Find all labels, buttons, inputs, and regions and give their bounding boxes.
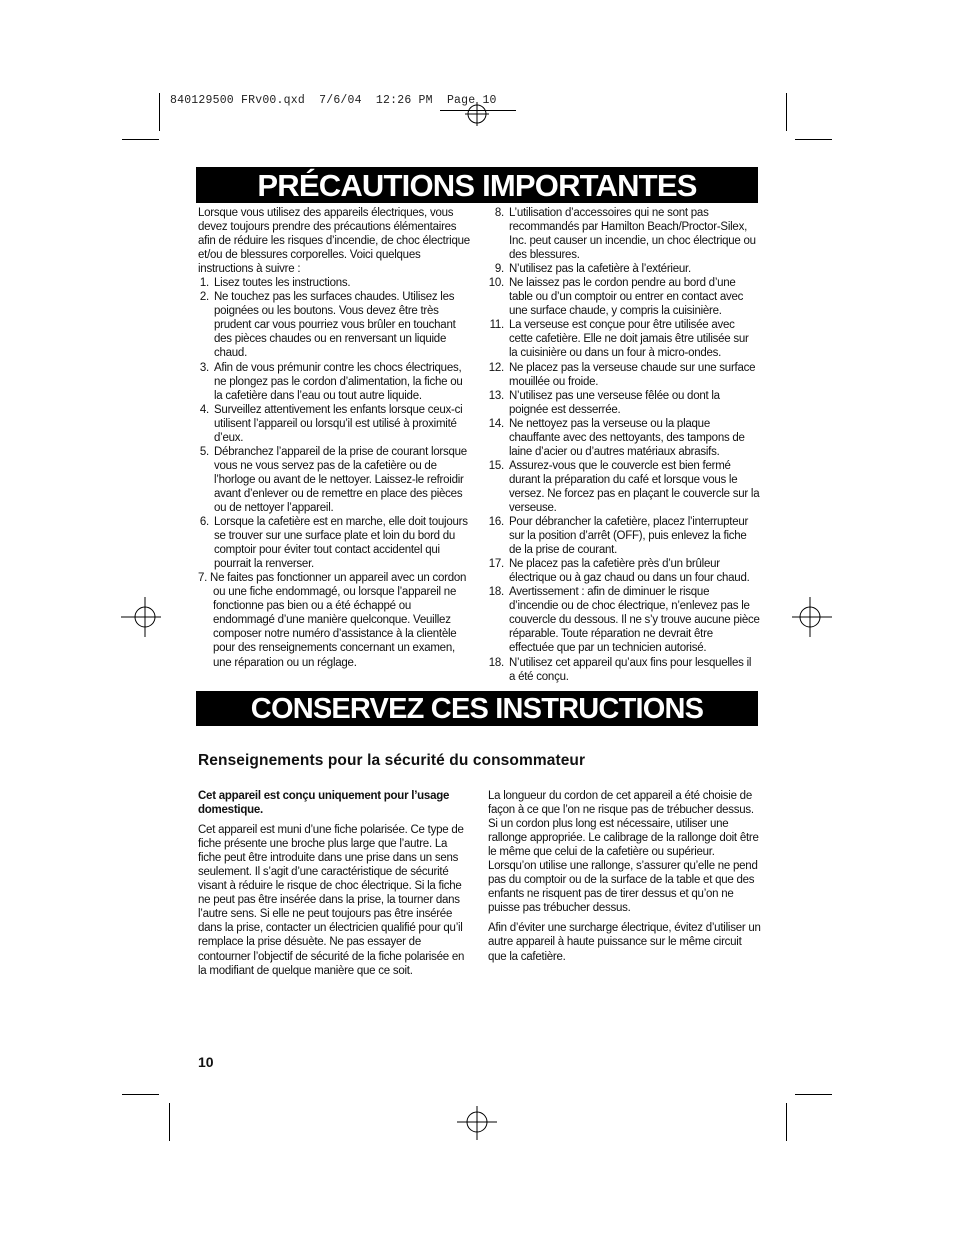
list-item: 1. Lisez toutes les instructions.: [199, 277, 351, 290]
list-item: 3. Afin de vous prémunir contre les chocs électriques, ne plongez pas le cordon d’alimentation, la fiche ou la cafetière dans l’eau ou tout autre liquide.: [199, 361, 463, 402]
list-item: 17. Ne placez pas la cafetière près d’un brûleur électrique ou à gaz chaud ou dans un four chaud.: [488, 558, 750, 585]
list-item: 8. L’utilisation d’accessoires qui ne sont pas recommandés par Hamilton Beach/Proctor-Silex, Inc. peut causer un incendie, un choc électrique ou des blessures.: [494, 207, 756, 262]
cord-length-paragraph: La longueur du cordon de cet appareil a été choisie de façon à ce que l’on ne risque pas de trébucher dessus. Si un cordon plus long est nécessaire, utiliser une rallonge appropriée. Le calibrage de la rallonge doit être le même que celui de la cafetière ou supérieur. Lorsqu’on utilise une rallonge, s’assurer qu’elle ne pend pas du comptoir ou de la surface de la table et que des enfants ne risquent pas de tirer dessus et qu’on ne puisse pas trébucher dessus.: [488, 790, 759, 915]
registration-mark-icon: [792, 597, 832, 637]
crop-mark: [786, 93, 787, 131]
section-banner-conservez: CONSERVEZ CES INSTRUCTIONS: [196, 691, 758, 726]
crop-mark: [169, 1103, 170, 1141]
list-item: 12. Ne placez pas la verseuse chaude sur une surface mouillée ou froide.: [488, 361, 756, 388]
list-item: 2. Ne touchez pas les surfaces chaudes. Utilisez les poignées ou les boutons. Vous devez être très prudent car vous pourriez vous brûler en touchant des pièces chaudes ou en renversant un liquide chaud.: [199, 291, 456, 360]
list-item: 6. Lorsque la cafetière est en marche, elle doit toujours se trouver sur une surface plate et loin du bord du comptoir pour éviter tout contact accidentel qui pourrait la renverser.: [199, 516, 468, 571]
list-item: 14. Ne nettoyez pas la verseuse ou la plaque chauffante avec des nettoyants, des tampons de laine d’acier ou d’autres matériaux abrasifs.: [488, 417, 745, 458]
polarized-plug-paragraph: Cet appareil est muni d’une fiche polarisée. Ce type de fiche présente une broche plus large que l’autre. La fiche peut être introduite dans une prise dans un sens seulement. Il s’agit d’une caractéristique de sécurité visant à réduire le risque de choc électrique. Si la fiche ne peut pas être insérée dans la prise, la tourner dans l’autre sens. Si elle ne peut toujours pas être insérée dans la prise, contacter un électricien qualifié pour qu’il remplace la prise désuète. Ne pas essayer de contourner l’objectif de sécurité de la fiche polarisée en la modifiant de quelque manière que ce soit.: [198, 824, 465, 977]
household-note: Cet appareil est conçu uniquement pour l’usage domestique.: [198, 790, 450, 817]
overload-paragraph: Afin d’éviter une surcharge électrique, évitez d’utiliser un autre appareil à haute puissance sur le même circuit que la cafetière.: [488, 922, 761, 963]
list-item: 18. Avertissement : afin de diminuer le risque d’incendie ou de choc électrique, n’enlevez pas le couvercle du dessous. Il ne s’y trouve aucune pièce réparable. Toute réparation ne devrait être effectuée que par un technicien autorisé.: [488, 586, 760, 655]
list-item: 11. La verseuse est conçue pour être utilisée avec cette cafetière. Elle ne doit jamais être utilisée sur la cuisinière ou dans un four à micro-ondes.: [489, 319, 749, 360]
list-item: 4. Surveillez attentivement les enfants lorsque ceux-ci utilisent l’appareil ou lorsqu’il est utilisé à proximité d’eux.: [199, 403, 463, 444]
section-banner-precautions: PRÉCAUTIONS IMPORTANTES: [196, 167, 758, 203]
precautions-right-column: [488, 206, 760, 684]
list-item: 18. N’utilisez cet appareil qu’aux fins pour lesquelles il a été conçu.: [488, 656, 752, 683]
file-slug: 840129500 FRv00.qxd 7/6/04 12:26 PM Page 10: [170, 94, 497, 107]
list-item: 7. Ne faites pas fonctionner un appareil avec un cordon ou une fiche endommagé, ou lorsque l’appareil ne fonctionne pas bien ou a été échappé ou endommagé d’une manière quelconque. Veuillez composer notre numéro d’assistance à la clientèle pour des renseignements concernant un examen, une réparation ou un réglage.: [198, 572, 467, 669]
section-heading: Renseignements pour la sécurité du consommateur: [198, 752, 586, 769]
crop-mark: [159, 93, 160, 131]
intro-paragraph: Lorsque vous utilisez des appareils électriques, vous devez toujours prendre des précautions élémentaires afin de réduire les risques d’incendie, de choc électrique et/ou de blessures corporelles. Voici quelques instructions à suivre :: [198, 207, 470, 276]
crop-mark: [122, 1094, 159, 1095]
crop-mark: [795, 1094, 832, 1095]
crop-mark: [795, 139, 832, 140]
precautions-list-left: [198, 276, 470, 571]
list-item: 13. N’utilisez pas une verseuse fêlée ou dont la poignée est desserrée.: [488, 389, 720, 416]
page-number: 10: [198, 1054, 214, 1070]
list-item: 9. N’utilisez pas la cafetière à l’extérieur.: [494, 263, 691, 276]
crop-mark: [786, 1103, 787, 1141]
consumer-info-left-column: [198, 789, 470, 978]
consumer-info-right-column: [488, 789, 762, 964]
list-item: 5. Débranchez l’appareil de la prise de courant lorsque vous ne vous servez pas de la cafetière ou de l’horloge ou avant de le nettoyer. Laissez-le refroidir avant d’enlever ou de remettre en place des pièces ou de nettoyer l’appareil.: [199, 445, 467, 514]
list-item: 16. Pour débrancher la cafetière, placez l’interrupteur sur la position d’arrêt (OFF), puis enlevez la fiche de la prise de courant.: [488, 516, 749, 557]
crop-mark: [122, 139, 159, 140]
list-item: 10. Ne laissez pas le cordon pendre au bord d’une table ou d’un comptoir ou entrer en contact avec une surface chaude, y compris la cuisinière.: [488, 277, 744, 318]
registration-mark-icon: [121, 597, 161, 637]
list-item: 15. Assurez-vous que le couvercle est bien fermé durant la préparation du café et lorsque vous le versez. Ne forcez pas en plaçant le couvercle sur la verseuse.: [488, 459, 760, 514]
registration-mark-icon: [457, 1106, 497, 1140]
precautions-left-column: [198, 206, 470, 670]
